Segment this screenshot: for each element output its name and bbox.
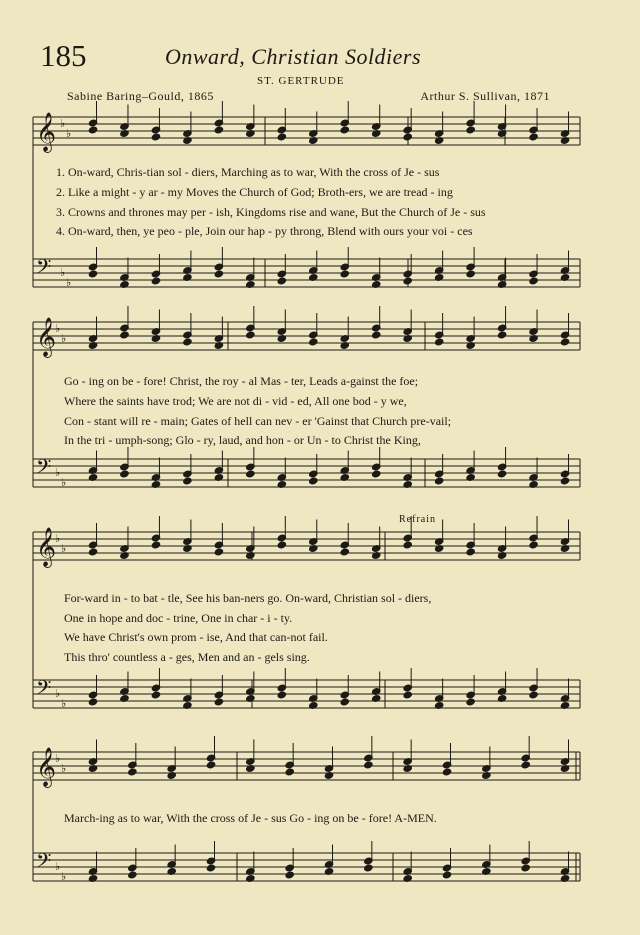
flat-sign: ♭ [61,476,67,489]
note-head [214,698,223,706]
flat-sign: ♭ [55,466,61,479]
note-head [560,338,569,346]
note-head [120,470,129,478]
note-head [246,331,255,339]
system2-verse3: Con - stant will re - main; Gates of hell can nev - er 'Gainst that Church pre-vail; [64,414,452,428]
note-head [309,477,318,485]
note-head [371,331,380,339]
refrain-label: Refrain [399,514,436,525]
system3-verse1: For-ward in - to bat - tle, See his ban-ners go. On-ward, Christian sol - diers, [64,591,432,605]
system3-verse3: We have Christ's own prom - ise, And that can-not fail. [64,630,328,644]
note-head [434,477,443,485]
note-head [151,691,160,699]
system1-verse3: 3. Crowns and thrones may per - ish, Kingdoms rise and wane, But the Church of Je - sus [56,205,486,219]
note-head [285,768,294,776]
note-head [497,470,506,478]
note-head [246,470,255,478]
note-head [206,761,215,769]
treble-clef: 𝄞 [36,527,57,567]
note-head [466,548,475,556]
bass-clef: 𝄢 [36,849,52,877]
treble-clef: 𝄞 [36,112,57,152]
note-head [128,871,137,879]
note-head [466,698,475,706]
note-head [529,277,538,285]
flat-sign: ♭ [60,266,66,279]
note-head [403,691,412,699]
bass-clef: 𝄢 [36,255,52,283]
system2-verse1: Go - ing on be - fore! Christ, the roy - al Mas - ter, Leads a-gainst the foe; [64,374,419,388]
note-head [151,541,160,549]
note-head [442,768,451,776]
note-head [340,126,349,134]
note-head [88,126,97,134]
note-head [403,133,412,141]
note-head [434,338,443,346]
note-head [277,277,286,285]
note-head [277,133,286,141]
note-head [151,277,160,285]
hymn-title: Onward, Christian Soldiers [165,44,422,69]
flat-sign: ♭ [66,276,72,289]
treble-clef: 𝄞 [36,747,57,787]
note-head [183,477,192,485]
flat-sign: ♭ [60,117,66,130]
note-head [285,871,294,879]
note-head [529,541,538,549]
flat-sign: ♭ [55,532,61,545]
note-head [521,761,530,769]
note-head [466,270,475,278]
note-head [206,864,215,872]
system1-verse1: 1. On-ward, Chris-tian sol - diers, Marching as to war, With the cross of Je - sus [56,165,440,179]
bass-clef: 𝄢 [36,676,52,704]
note-head [214,548,223,556]
note-head [277,541,286,549]
note-head [214,270,223,278]
note-head [364,864,373,872]
system3-verse2: One in hope and doc - trine, One in char - i - ty. [64,611,293,625]
note-head [403,541,412,549]
note-head [88,270,97,278]
note-head [151,133,160,141]
note-head [529,133,538,141]
flat-sign: ♭ [55,687,61,700]
treble-clef: 𝄞 [36,317,57,357]
hymn-number: 185 [40,38,87,73]
flat-sign: ♭ [61,762,67,775]
note-head [88,548,97,556]
flat-sign: ♭ [61,332,67,345]
tune-name: ST. GERTRUDE [257,75,345,87]
note-head [309,338,318,346]
note-head [183,338,192,346]
composer-credit: Arthur S. Sullivan, 1871 [420,89,550,103]
flat-sign: ♭ [61,697,67,710]
note-head [340,698,349,706]
note-head [371,470,380,478]
flat-sign: ♭ [66,127,72,140]
note-head [529,691,538,699]
author-credit: Sabine Baring–Gould, 1865 [67,89,214,103]
system4-verse1: March-ing as to war, With the cross of Je - sus Go - ing on be - fore! A-MEN. [64,811,437,825]
note-head [442,871,451,879]
note-head [364,761,373,769]
note-head [340,548,349,556]
note-head [88,698,97,706]
flat-sign: ♭ [55,860,61,873]
note-head [214,126,223,134]
bass-clef: 𝄢 [36,455,52,483]
system3-verse4: This thro' countless a - ges, Men and an - gels sing. [64,650,310,664]
note-head [277,691,286,699]
system1-verse2: 2. Like a might - y ar - my Moves the Church of God; Broth-ers, we are tread - ing [56,185,453,199]
note-head [403,277,412,285]
note-head [128,768,137,776]
note-head [521,864,530,872]
note-head [466,126,475,134]
note-head [120,331,129,339]
system2-verse4: In the tri - umph-song; Glo - ry, laud, and hon - or Un - to Christ the King, [64,433,421,447]
note-head [340,270,349,278]
note-head [560,477,569,485]
flat-sign: ♭ [61,870,67,883]
flat-sign: ♭ [55,322,61,335]
flat-sign: ♭ [61,542,67,555]
note-head [497,331,506,339]
flat-sign: ♭ [55,752,61,765]
system1-verse4: 4. On-ward, then, ye peo - ple, Join our hap - py throng, Blend with ours your voi - ces [56,224,473,238]
system2-verse2: Where the saints have trod; We are not di - vid - ed, All one bod - y we, [64,394,407,408]
